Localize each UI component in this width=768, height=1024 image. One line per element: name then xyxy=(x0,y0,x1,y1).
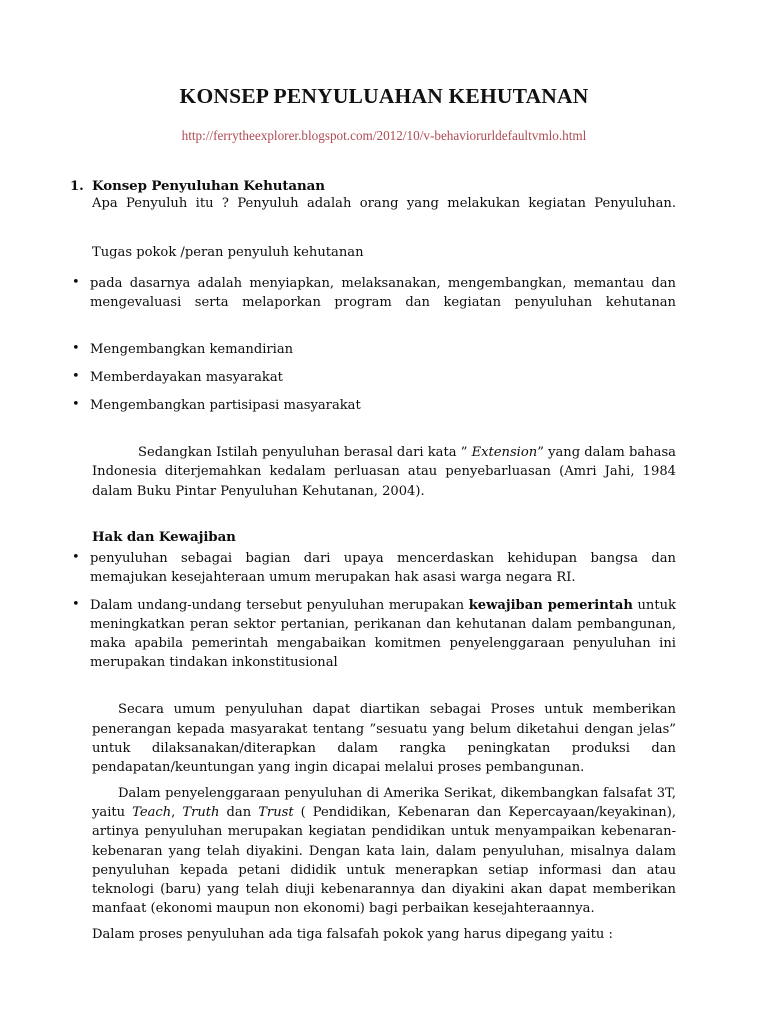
extension-paragraph-block xyxy=(92,443,676,501)
extension-text-part1: Sedangkan Istilah penyuluhan berasal dari kata ” xyxy=(138,445,472,461)
extension-italic-term: Extension xyxy=(471,445,538,461)
section-1-number: 1. xyxy=(70,179,84,194)
list-item xyxy=(70,368,676,387)
bullet-icon: • xyxy=(72,549,80,565)
source-url-link[interactable]: http://ferrytheexplorer.blogspot.com/2012/10/v-behaviorurldefaultvmlo.html xyxy=(181,127,587,143)
list-item xyxy=(70,396,676,415)
falsafat-italic-truth: Truth xyxy=(182,805,220,821)
closing-paragraphs-block xyxy=(92,700,676,944)
list-item xyxy=(70,596,676,672)
list-item-label: Mengembangkan partisipasi masyarakat xyxy=(90,398,361,414)
page-title: KONSEP PENYULUAHAN KEHUTANAN xyxy=(179,84,589,108)
falsafat-italic-teach: Teach xyxy=(132,805,172,821)
falsafat-italic-trust: Trust xyxy=(258,805,294,821)
list-item xyxy=(70,549,676,587)
bullet-icon: • xyxy=(72,596,80,612)
document-body xyxy=(70,178,676,944)
section-1-subtitle: Tugas pokok /peran penyuluh kehutanan xyxy=(92,245,364,261)
list-item-label: Mengembangkan kemandirian xyxy=(90,341,294,357)
list-item-label: Memberdayakan masyarakat xyxy=(90,369,283,385)
bullet-icon: • xyxy=(72,340,80,356)
section-2-heading: Hak dan Kewajiban xyxy=(92,528,236,545)
bullet-icon: • xyxy=(72,274,80,290)
falsafat-text-part2: ( Pendidikan, Kebenaran dan Kepercayaan/keyakinan), artinya penyuluhan merupakan kegiatan pendidikan untuk menyampaikan kebenaran-kebenaran yang telah diyakini. Dengan kata lain, dalam penyuluhan, misalnya dalam penyuluhan kepada petani dididik untuk menerapkan setiap informasi dan atau teknologi (baru) yang telah diuji kebenarannya dan diyakini akan dapat memberikan manfaat (ekonomi maupun non ekonomi) bagi perbaikan kesejahteraannya. xyxy=(92,805,676,917)
list-item-label: pada dasarnya adalah menyiapkan, melaksanakan, mengembangkan, memantau dan mengevaluasi serta melaporkan program dan kegiatan penyuluhan kehutanan xyxy=(90,275,676,310)
bullet-icon: • xyxy=(72,368,80,384)
extension-paragraph xyxy=(92,443,676,501)
closing-paragraph-1: Secara umum penyuluhan dapat diartikan sebagai Proses untuk memberikan penerangan kepada masyarakat tentang ”sesuatu yang belum diketahui dengan jelas” untuk dilaksanakan/diterapkan dalam rangka peningkatan produksi dan pendapatan/keuntungan yang ingin dicapai melalui proses pembangunan. xyxy=(92,702,676,775)
extension-text-part2: ” yang dalam bahasa Indonesia diterjemahkan kedalam perluasan atau penyebarluasan (Amri Jahi, 1984 dalam Buku Pintar Penyuluhan Kehutanan, 2004). xyxy=(92,445,676,499)
falsafat-text-part1: Dalam penyelenggaraan penyuluhan di Amerika Serikat, dikembangkan falsafat 3T, yaitu xyxy=(92,786,676,821)
falsafat-sep-1: , xyxy=(171,805,183,821)
section-1-intro-text: Apa Penyuluh itu ? Penyuluh adalah orang yang melakukan kegiatan Penyuluhan. xyxy=(92,196,676,211)
section-1-heading: Konsep Penyuluhan Kehutanan xyxy=(92,178,325,194)
list-item-label: penyuluhan sebagai bagian dari upaya mencerdaskan kehidupan bangsa dan memajukan kesejahteraan umum merupakan hak asasi warga negara RI. xyxy=(90,550,676,585)
kewajiban-text-part1: Dalam undang-undang tersebut penyuluhan merupakan xyxy=(90,597,469,613)
section-1-heading-row xyxy=(70,178,676,194)
section-1-intro-block xyxy=(92,194,676,263)
closing-paragraph-2 xyxy=(92,784,676,918)
kewajiban-bold-phrase: kewajiban pemerintah xyxy=(468,597,633,613)
list-item xyxy=(70,340,676,359)
tugas-pokok-bullet-list xyxy=(70,274,676,416)
list-item-label xyxy=(90,596,676,672)
bullet-icon: • xyxy=(72,397,80,413)
closing-paragraph-3: Dalam proses penyuluhan ada tiga falsafah pokok yang harus dipegang yaitu : xyxy=(92,927,613,943)
kewajiban-text-part2: untuk meningkatkan peran sektor pertanian, perikanan dan kehutanan dalam pembangunan, maka apabila pemerintah mengabaikan komitmen penyelenggaraan penyuluhan ini merupakan tindakan inkonstitusional xyxy=(90,597,676,671)
falsafat-sep-2: dan xyxy=(219,805,259,821)
hak-kewajiban-bullet-list xyxy=(70,549,676,673)
list-item xyxy=(70,274,676,331)
